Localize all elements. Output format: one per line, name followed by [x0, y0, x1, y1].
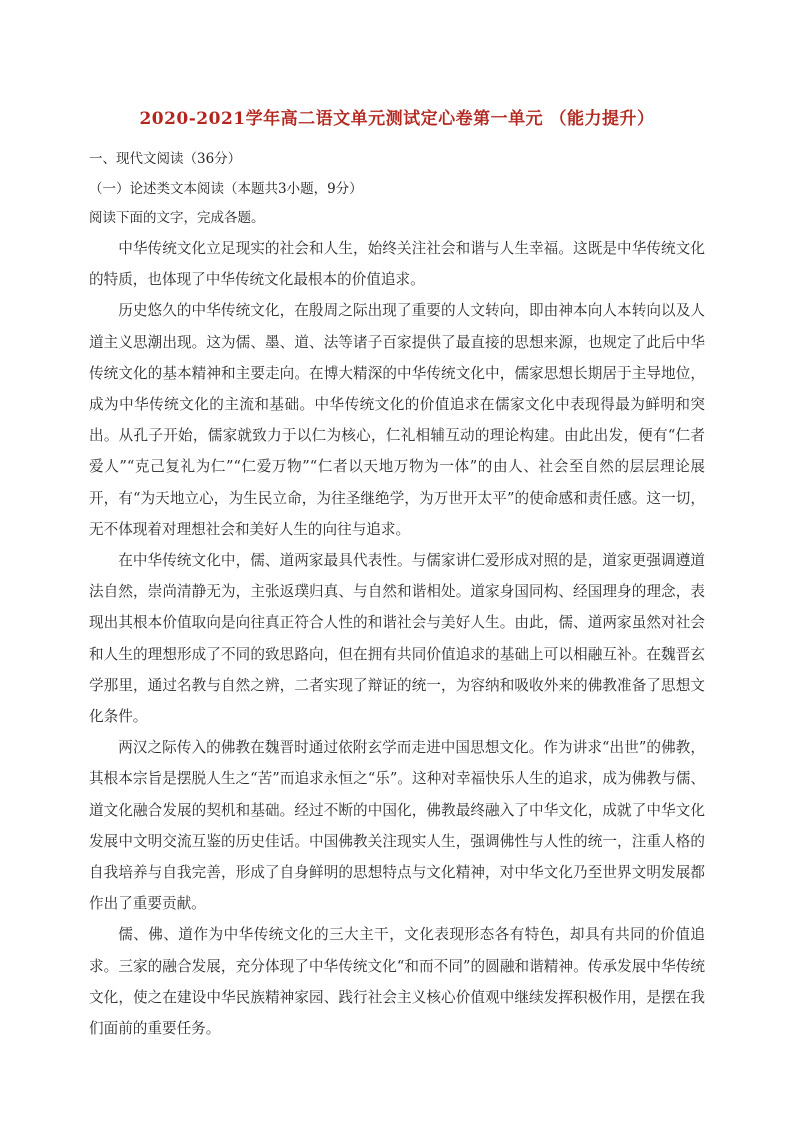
passage-body	[89, 233, 705, 1044]
document-title: 2020-2021学年高二语文单元测试定心卷第一单元 （能力提升）	[139, 109, 655, 129]
passage-paragraph-4: 两汉之际传入的佛教在魏晋时通过依附玄学而走进中国思想文化。作为讲求“出世”的佛教，其根本宗旨是摆脱人生之“苦”而追求永恒之“乐”。这种对幸福快乐人生的追求，成为佛教与儒、道文化融合发展的契机和基础。经过不断的中国化，佛教最终融入了中华文化，成就了中华文化发展中文明交流互鉴的历史佳话。中国佛教关注现实人生，强调佛性与人性的统一，注重人格的自我培养与自我完善，形成了自身鲜明的思想特点与文化精神，对中华文化乃至世界文明发展都作出了重要贡献。	[89, 739, 705, 913]
subsection-heading: （一）论述类文本阅读（本题共3小题，9分）	[89, 181, 363, 197]
passage-paragraph-3: 在中华传统文化中，儒、道两家最具代表性。与儒家讲仁爱形成对照的是，道家更强调遵道法自然，崇尚清静无为，主张返璞归真、与自然和谐相处。道家身国同构、经国理身的理念，表现出其根本价值取向是向往真正符合人性的和谐社会与美好人生。由此，儒、道两家虽然对社会和人生的理想形成了不同的致思路向，但在拥有共同价值追求的基础上可以相融互补。在魏晋玄学那里，通过名教与自然之辨，二者实现了辩证的统一，为容纳和吸收外来的佛教准备了思想文化条件。	[89, 552, 705, 726]
section-heading: 一、现代文阅读（36分）	[89, 151, 242, 167]
passage-paragraph-2: 历史悠久的中华传统文化，在殷周之际出现了重要的人文转向，即由神本向人本转向以及人道主义思潮出现。这为儒、墨、道、法等诸子百家提供了最直接的思想来源，也规定了此后中华传统文化的基本精神和主要走向。在博大精深的中华传统文化中，儒家思想长期居于主导地位，成为中华传统文化的主流和基础。中华传统文化的价值追求在儒家文化中表现得最为鲜明和突出。从孔子开始，儒家就致力于以仁为核心，仁礼相辅互动的理论构建。由此出发，便有“仁者爱人”“克己复礼为仁”“仁爱万物”“仁者以天地万物为一体”的由人、社会至自然的层层理论展开，有“为天地立心，为生民立命，为往圣继绝学，为万世开太平”的使命感和责任感。这一切，无不体现着对理想社会和美好人生的向往与追求。	[89, 302, 705, 538]
passage-paragraph-1: 中华传统文化立足现实的社会和人生，始终关注社会和谐与人生幸福。这既是中华传统文化的特质，也体现了中华传统文化最根本的价值追求。	[89, 240, 705, 289]
passage-paragraph-5: 儒、佛、道作为中华传统文化的三大主干，文化表现形态各有特色，却具有共同的价值追求。三家的融合发展，充分体现了中华传统文化“和而不同”的圆融和谐精神。传承发展中华传统文化，使之在建设中华民族精神家园、践行社会主义核心价值观中继续发挥积极作用，是摆在我们面前的重要任务。	[89, 926, 705, 1038]
reading-instruction: 阅读下面的文字，完成各题。	[89, 210, 265, 226]
